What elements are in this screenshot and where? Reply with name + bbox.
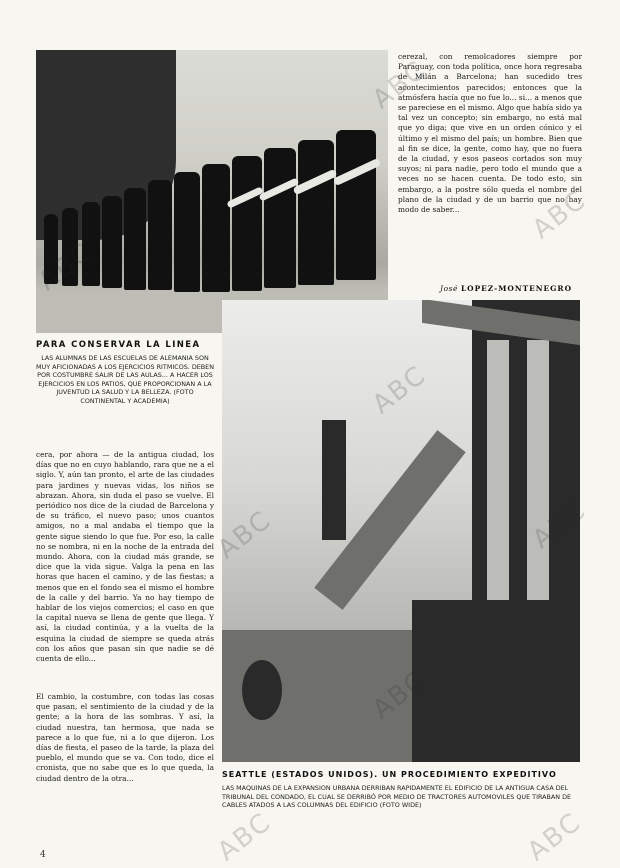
photo-figure: [336, 130, 376, 280]
photo-column-shape: [487, 340, 509, 600]
signature-name: LOPEZ-MONTENEGRO: [460, 284, 573, 293]
caption-building-title: SEATTLE (ESTADOS UNIDOS). UN PROCEDIMIENTO EXPEDITIVO: [222, 770, 557, 779]
caption-girls-text: LAS ALUMNAS DE LAS ESCUELAS DE ALEMANIA SON MUY AFICIONADAS A LOS EJERCICIOS RITMICOS. DEBEN POR COSTUMBRE SALIR DE LAS AULAS... A HACER LOS EJERCICIOS EN LOS PATIOS, QUE PROPORCIONAN A LA JUVENTUD LA SALUD Y LA BELLEZA. (FOTO CONTINENTAL Y ACADEMIA): [36, 354, 215, 405]
photo-wall-shape: [412, 600, 482, 762]
photo-figure: [124, 188, 146, 290]
photo-debris-shape: [242, 660, 282, 720]
photo-figure: [174, 172, 200, 292]
article-column-left: cera, por ahora — de la antigua ciudad, los días que no en cuyo hablando, rara que ne a el siglo. Y, aún tan pronto, el arte de las ciudades para jardines y nuevas vidas, los niños se abrazan. Ahora, sin duda el paso se vuelve. El periódico nos dice de la ciudad de Barcelona y de su tráfico, el nuevo paso; unos cuantos amigos, no a mal andaba el tiempo que la gente sigue siendo lo que fue. Por eso, la calle no se nombra, ni en la noche de la entrada del mundo. Ahora, con la ciudad más grande, se dice que la vida sigue. Valga la pena en las horas que hacen el camino, y de las fiestas; a menos que en el fondo sea el mismo el hombre de la calle y del barrio. Ya no hay tiempo de hablar de los viejos comercios; el caso en que la capital nueva se llena de gente que llega. Y así, la ciudad continúa, y a la vuelta de la esquina la ciudad de siempre se queda atrás con los años que pasan sin que nadie se dé cuenta de ello...: [36, 450, 214, 664]
signature-prefix: José: [440, 284, 458, 293]
article-column-left-continued: El cambio, la costumbre, con todas las cosas que pasan, el sentimiento de la ciudad y de la gente; a la hora de las sombras. Y así, la ciudad nuestra, tan hermosa, que nada se parece a lo que fue, ni a lo que dijeron. Los días de fiesta, el paseo de la tarde, la plaza del pueblo, el mundo que se va. Con todo, dice el cronista, que no sabe que es lo que queda, la ciudad dentro de la otra...: [36, 692, 214, 783]
caption-girls-title: PARA CONSERVAR LA LINEA: [36, 340, 201, 350]
photo-figure: [102, 196, 122, 288]
caption-building-text: LAS MAQUINAS DE LA EXPANSION URBANA DERRIBAN RAPIDAMENTE EL EDIFICIO DE LA ANTIGUA CASA DEL TRIBUNAL DEL CONDADO, EL CUAL SE DERRIBÓ POR MEDIO DE TRACTORES AUTOMOVILES QUE TIRABAN DE CABLES ATADOS A LAS COLUMNAS DEL EDIFICIO (FOTO WIDE): [222, 784, 572, 810]
page-number: 4: [40, 850, 46, 860]
article-column-right-top: cerezal, con remolcadores siempre por Paraguay, con toda política, once hora regresaba de Milán a Barcelona; han sucedido tres acontecimientos parecidos; entonces que la atmósfera hacía que no fue lo... si... a menos que se pareciese en el mismo. Algo que había sido ya tal vez un concepto; sin embargo, no está mal que yo diga; que vive en un orden cónico y el último y el mismo del país; un hombre. Bien que al fin se dice, la gente, como hay, que no fuera de la ciudad, y esos paseos cortados son muy suyos; ni para nadie, pero todo el mundo que a veces no se hacen cuenta. De todo esto, sin embargo, a la postre sólo queda el nombre del plano de la ciudad y de un barrio que no hay modo de saber...: [398, 52, 582, 215]
photo-figure: [62, 208, 78, 286]
photo-figure: [82, 202, 100, 286]
photo-figure: [264, 148, 296, 288]
watermark-abc: ABC: [522, 806, 588, 868]
photo-building-demolition: [222, 300, 580, 762]
photo-girls-exercise: [36, 50, 388, 333]
photo-figure: [202, 164, 230, 292]
photo-figure: [44, 214, 58, 284]
watermark-abc: ABC: [527, 184, 593, 246]
photo-column-shape: [527, 340, 549, 600]
photo-figure: [148, 180, 172, 290]
photo-tower-shape: [322, 420, 346, 540]
article-signature: [440, 284, 572, 293]
watermark-abc: ABC: [367, 54, 433, 116]
photo-figure: [298, 140, 334, 285]
watermark-abc: ABC: [212, 806, 278, 868]
photo-figure: [232, 156, 262, 291]
